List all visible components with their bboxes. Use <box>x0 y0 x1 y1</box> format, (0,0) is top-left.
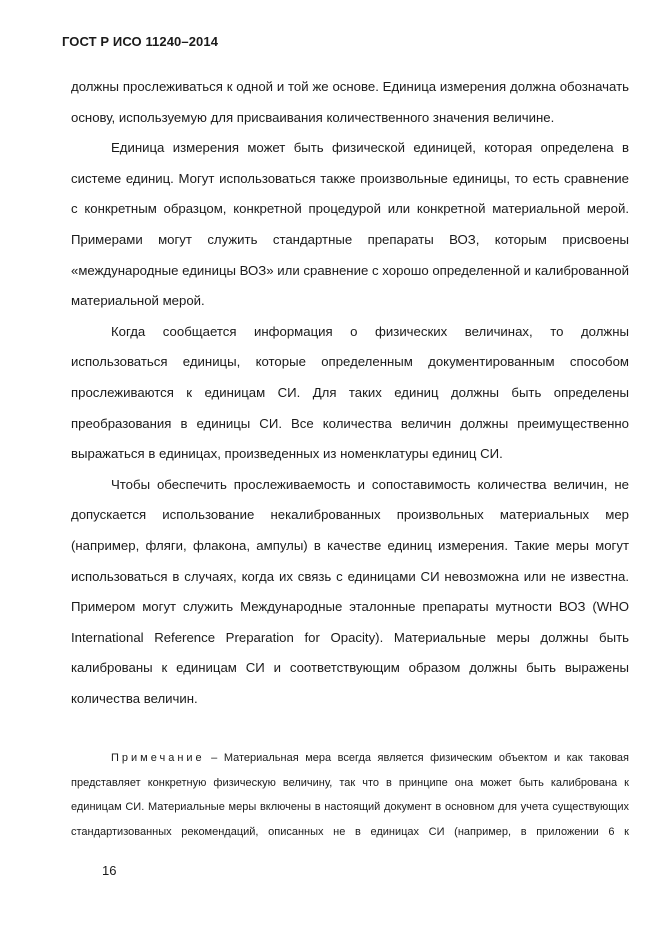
page-number: 16 <box>102 863 117 878</box>
paragraph-si-traceability: Когда сообщается информация о физических величинах, то должны использоваться единицы, которые определенным документированным способом прослеживаются к единицам СИ. Для таких единиц должны быть определены преобразования в единицы СИ. Все количества величин должны преимущественно выражаться в единицах, произведенных из номенклатуры единиц СИ. <box>71 323 629 462</box>
note <box>71 746 629 844</box>
paragraph-continuation: должны прослеживаться к одной и той же основе. Единица измерения должна обозначать основу, используемую для присваивания количественного значения величине. <box>71 79 629 125</box>
note-text: – Материальная мера всегда является физическим объектом и как таковая представляет конкретную физическую величину, так что в принципе она может быть калибрована к единицам СИ. Материальные меры включены в настоящий документ в основном для учета существующих стандартизованных рекомендаций, описанных не в единицах СИ (например, в приложении 6 к <box>71 752 629 838</box>
document-header: ГОСТ Р ИСО 11240–2014 <box>62 34 219 49</box>
document-body <box>71 72 629 714</box>
paragraph-unit-definition: Единица измерения может быть физической единицей, которая определена в системе единиц. Могут использоваться также произвольные единицы, то есть сравнение с конкретным образцом, конкретной процедурой или конкретной материальной мерой. Примерами могут служить стандартные препараты ВОЗ, которым присвоены «международные единицы ВОЗ» или сравнение с хорошо определенной и калиброванной материальной мерой. <box>71 140 629 309</box>
note-label: Примечание <box>111 752 205 764</box>
paragraph-material-measures: Чтобы обеспечить прослеживаемость и сопоставимость количества величин, не допускается использование некалиброванных произвольных материальных мер (например, фляги, флакона, ампулы) в качестве единиц измерения. Такие меры могут использоваться в случаях, когда их связь с единицами СИ невозможна или не известна. Примером могут служить Международные эталонные препараты мутности ВОЗ (WHO International Reference Preparation for Opacity). Материальные меры должны быть калиброваны к единицам СИ и соответствующим образом должны быть выражены количества величин. <box>71 476 629 706</box>
